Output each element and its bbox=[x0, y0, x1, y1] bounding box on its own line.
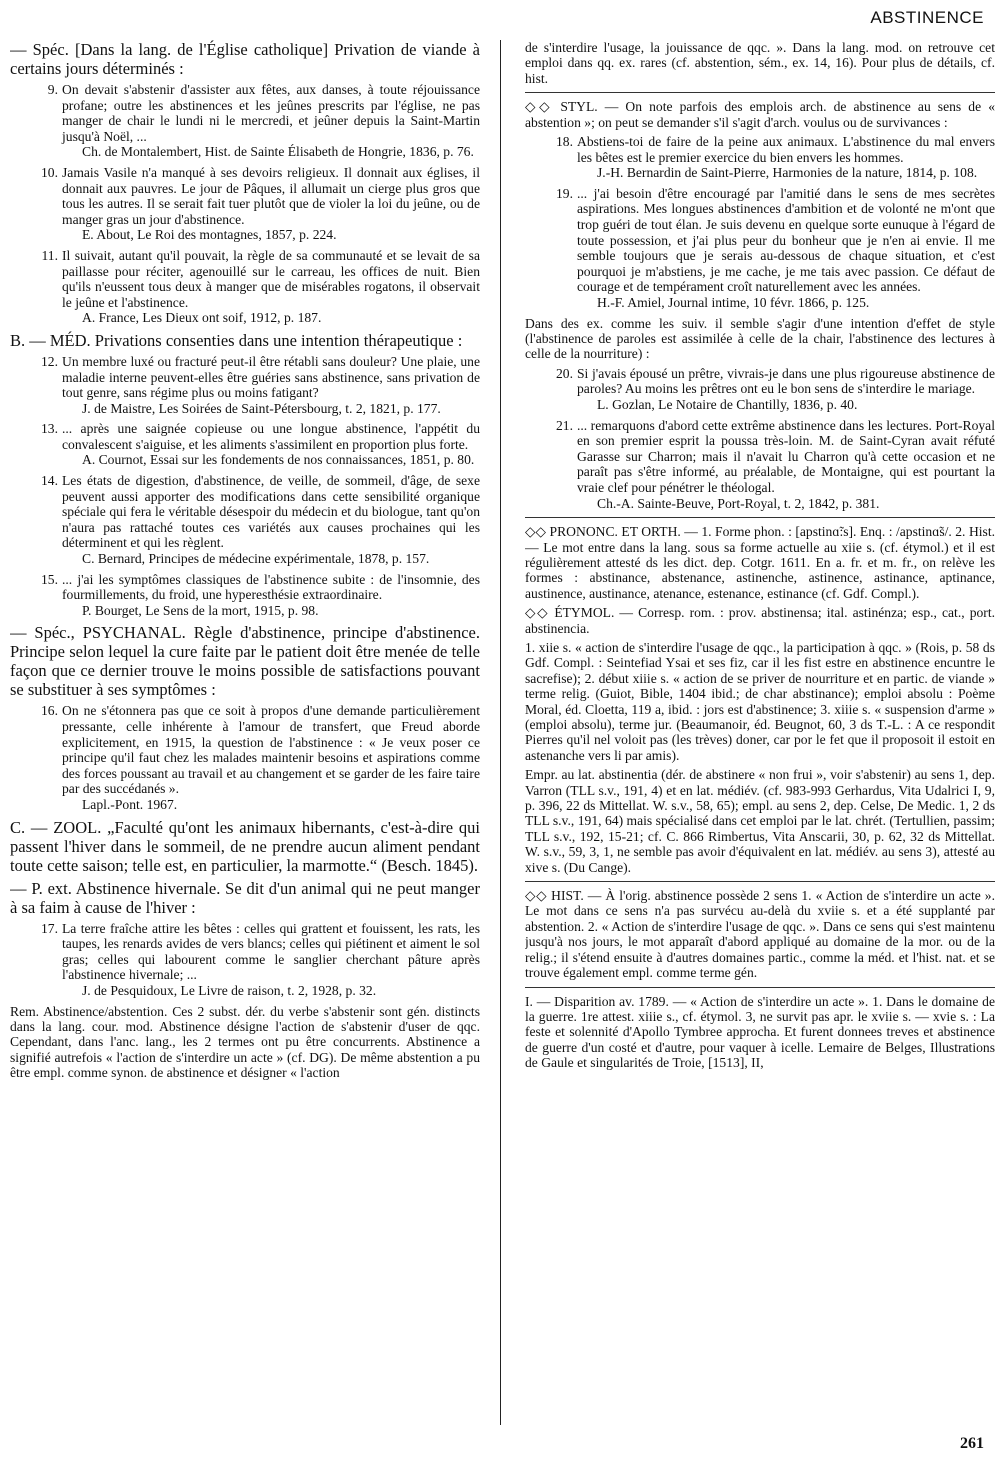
example-19: 19. ... j'ai besoin d'être encouragé par l'amitié dans le sens de mes secrètes aspirations. Mes longues abstinences d'ambition et de volonté ne m'ont que trop guéri de tout élan. Je suis devenu en quelque sorte eunuque à l'égard de toute possession, et j'ai plus peur du bonheur que je n'en ai envie. Il me semble toujours que je serais au-dessous de chaque situation, et c'est pourquoi je m'abstiens, je me cache, je me tais avec passion. Ce défaut de courage et de tempérament croît naturellement avec les années. H.-F. Amiel, Journal intime, 10 févr. 1866, p. 125. bbox=[556, 185, 995, 310]
etymol-empr: Empr. au lat. abstinentia (dér. de abstinere « non frui », voir s'abstenir) au sens 1, dep. Varron (TLL s.v., 191, 4) et en lat. médiév. (cf. 983-993 Gerhardus, Vita Udalrici I, 9, p. 396, 22 ds Mittellat. W. s.v., 58, 65); empl. au sens 2, dep. Celse, De Medic. 1, 2 ds TLL s.v., 191, 64) mais spécialisé dans cet emploi par le lat. chrét. (Tertullien, passim; TLL s.v., 192, 15-21; cf. C. 866 Rimbertus, Vita Anscarii, 30, p. 62, 32 ds Mittellat. W. s.v., 59, 3, 1, ne semble pas avoir d'équivalent en lat. médiév. au sens 3), attesté au xive s. (Du Cange). bbox=[525, 767, 995, 875]
divider bbox=[525, 92, 995, 93]
divider bbox=[525, 881, 995, 882]
example-12: 12. Un membre luxé ou fracturé peut-il être rétabli sans douleur? Une plaie, une maladie interne peuvent-elles être guéries sans abstinence, sans privation de tout genre, sans régime plus ou moins fatigant? J. de Maistre, Les Soirées de Saint-Pétersbourg, t. 2, 1821, p. 177. bbox=[41, 353, 480, 416]
hist-section: ◇◇ HIST. — À l'orig. abstinence possède 2 sens 1. « Action de s'interdire un acte ». Le mot dans ce sens n'a pas survécu au-delà du xviie s. et a été supplanté par abstention. 2. « Action de s'interdire l'usage de qqc. ». Dans ce sens qui s'est maintenu jusqu'à nos jours, le mot apparaît d'abord appliqué au domaine de la mor. ou de la relig.; il s'étend ensuite à d'autres domaines partic., comme la méd. et l'hist. nat. et se trouve également empl. comme terme gén. bbox=[525, 888, 995, 981]
right-column bbox=[525, 40, 995, 1412]
example-15: 15. ... j'ai les symptômes classiques de l'abstinence subite : de l'insomnie, des fourmillements, du froid, une hyperesthésie extraordinaire. P. Bourget, Le Sens de la mort, 1915, p. 98. bbox=[41, 571, 480, 618]
divider bbox=[525, 517, 995, 518]
divider bbox=[525, 987, 995, 988]
spec-catholique: — Spéc. [Dans la lang. de l'Église catholique] Privation de viande à certains jours déterminés : bbox=[10, 40, 480, 78]
etymol-senses: 1. xiie s. « action de s'interdire l'usage de qqc., la participation à qqc. » (Rois, p. 58 ds Gdf. Compl. : Seintefiad Ysai et ses fiz, car il les fist estre en abstinence encuntre le sacrefise); 2. début xiiie s. « action de se priver de nourriture et en partic. de viande » terme relig. (Guiot, Bible, 1404 ibid.; de char abstinance); emploi absolu : Poème Moral, éd. Cloetta, 119 a, ibid. : jors est d'abstinence; 3. xiiie s. « suspension d'arme » (emploi absolu), terme jur. (Beaumanoir, éd. Beugnot, 60, 3 ds T.-L. : A ce respondit Pierres qu'il nel voloit pas (les trèves) doner, car por le fet que il proposoit il estoit en astenanche vers li par amis). bbox=[525, 639, 995, 763]
example-16: 16. On ne s'étonnera pas que ce soit à propos d'une demande particulièrement pressante, celle inhérente à l'amour de transfert, que Freud aborde explicitement, en 1915, la question de l'abstinence : « Je veux poser ce principe qu'il faut chez les malades maintenir besoins et aspirations comme des forces poussant au travail et au changement et se garder de les faire taire par des succédanés ». Lapl.-Pont. 1967. bbox=[41, 703, 480, 812]
dans-ex: Dans des ex. comme les suiv. il semble s'agir d'une intention d'effet de style (l'abstinence de paroles est assimilée à celle de la chair, l'abstinence des lectures à celle de la nourriture) : bbox=[525, 315, 995, 362]
section-c: C. — ZOOL. „Faculté qu'ont les animaux hibernants, c'est-à-dire qui passent l'hiver dans le sommeil, de ne prendre aucun aliment pendant toute cette saison; telle est, en particulier, la marmotte.“ (Besch. 1845). bbox=[10, 817, 480, 875]
remark-continued: de s'interdire l'usage, la jouissance de qqc. ». Dans la lang. mod. on retrouve cet emploi dans qq. ex. rares (cf. abstention, sém., ex. 14, 16). Pour plus de détails, cf. hist. bbox=[525, 40, 995, 86]
section-b: B. — MÉD. Privations consenties dans une intention thérapeutique : bbox=[10, 330, 463, 350]
column-rule bbox=[500, 40, 501, 1425]
disparition-section: I. — Disparition av. 1789. — « Action de s'interdire un acte ». 1. Dans le domaine de la guerre. 1re attest. xiiie s., cf. étymol. 3, ne survit pas apr. le xviie s. — xvie s. : La feste et solennité d'Apollo Tymbree approcha. Et furent donnees treves et abstinence de guerre d'un costé et d'autre, pour vaquer à icelle. Lemaire de Belges, Illustrations de Gaule et singularités de Troie, [1513], II, bbox=[525, 993, 995, 1071]
example-11: 11. Il suivait, autant qu'il pouvait, la règle de sa communauté et se levait de sa paillasse pour réciter, agenouillé sur le carreau, les offices de nuit. Bien qu'ils n'eussent tous deux à manger que de misérables rogatons, il observait le jeûne et l'abstinence. A. France, Les Dieux ont soif, 1912, p. 187. bbox=[41, 247, 480, 326]
example-13: 13. ... après une saignée copieuse ou une longue abstinence, l'appétit du convalescent s'aiguise, et les aliments s'assimilent en proportion plus forte. A. Cournot, Essai sur les fondements de nos connaissances, 1851, p. 80. bbox=[41, 421, 480, 468]
example-21: 21. ... remarquons d'abord cette extrême abstinence dans les lectures. Port-Royal en son premier esprit la poussa très-loin. M. de Saint-Cyran avait réfuté Garasse sur Charron; mais il n'avait lu Charron qu'à cette occasion et ne paraît pas s'être informé, au préalable, de Montaigne, qui est pourtant la vraie clef pour pénétrer le théologal. Ch.-A. Sainte-Beuve, Port-Royal, t. 2, 1842, p. 381. bbox=[556, 417, 995, 511]
example-9: 9. On devait s'abstenir d'assister aux fêtes, aux danses, à toute réjouissance profane; outre les abstinences et les jeûnes prescrits par l'église, ne pas manger de chair le lundi ni le mercredi, et jeûner depuis la Saint-Martin jusqu'à Noël, ... Ch. de Montalembert, Hist. de Sainte Élisabeth de Hongrie, 1836, p. 76. bbox=[47, 82, 480, 160]
styl-section: ◇◇ STYL. — On note parfois des emplois arch. de abstinence au sens de « abstention »; on peut se demander s'il s'agit d'arch. voulus ou de survivances : bbox=[525, 99, 995, 130]
left-column bbox=[10, 40, 480, 1440]
example-18: 18. Abstiens-toi de faire de la peine aux animaux. L'abstinence du mal envers les bêtes est le premier exercice du bien envers les hommes. J.-H. Bernardin de Saint-Pierre, Harmonies de la nature, 1814, p. 108. bbox=[556, 134, 995, 181]
p-ext: — P. ext. Abstinence hivernale. Se dit d'un animal qui ne peut manger à sa faim à cause de l'hiver : bbox=[10, 878, 480, 917]
example-10: 10. Jamais Vasile n'a manqué à ses devoirs religieux. Il donnait aux églises, il donnait aux pauvres. Le jour de Pâques, il allumait un cierge plus gros que tous les autres. Il se serait fait tuer plutôt que de violer la loi du jeûne, ou de manger gras un jour d'abstinence. E. About, Le Roi des montagnes, 1857, p. 224. bbox=[41, 164, 480, 243]
example-20: 20. Si j'avais épousé un prêtre, vivrais-je dans une plus rigoureuse abstinence de paroles? Au moins les prêtres ont eu le bon sens de s'interdire le mariage. L. Gozlan, Le Notaire de Chantilly, 1836, p. 40. bbox=[556, 365, 995, 412]
remark: Rem. Abstinence/abstention. Ces 2 subst. dér. du verbe s'abstenir sont gén. distincts dans la lang. cour. mod. Abstinence désigne l'action de s'abstenir d'user de qqc. Cependant, dans l'anc. lang., les 2 termes ont pu être concurrents. Abstinence a signifié autrefois « l'action de s'interdire un acte » (cf. DG). De même abstention a pu être empl. comme synon. de abstinence et désigner « l'action bbox=[10, 1003, 480, 1081]
etymol-section: ◇◇ ÉTYMOL. — Corresp. rom. : prov. abstinensa; ital. astinénza; esp., cat., port. abstinencia. bbox=[525, 605, 995, 636]
prononc-section: ◇◇ PRONONC. ET ORTH. — 1. Forme phon. : [apstinɑ̃:s]. Enq. : /apstinɑ̃s/. 2. Hist. — Le mot entre dans la lang. sous sa forme actuelle au xiie s. (cf. étymol.) et il est régulièrement attesté ds les dict. dep. Cotgr. 1611. En a. fr. et m. fr., on relève les formes : abstinance, abstenance, astinenche, astinence, astinance, aptinance, austinence, austinance, atenance, estenance, estinance (cf. Gdf. Compl.). bbox=[525, 524, 995, 601]
example-14: 14. Les états de digestion, d'abstinence, de veille, de sommeil, d'âge, de sexe peuvent aussi apporter des modifications dans cette sensibilité organique spéciale qui fera le véritable désespoir du médecin et du biologue, tant qu'on n'aura pas rattaché toutes ces variétés aux causes prochaines qui les déterminent et qui les règlent. C. Bernard, Principes de médecine expérimentale, 1878, p. 157. bbox=[41, 473, 480, 567]
example-17: 17. La terre fraîche attire les bêtes : celles qui grattent et fouissent, les rats, les taupes, les renards avides de vers blancs; celles qui piétinent et aiment le sol gras; celles qui labourent comme le sanglier cherchant pâture après l'abstinence hivernale; ... J. de Pesquidoux, Le Livre de raison, t. 2, 1928, p. 32. bbox=[41, 920, 480, 998]
spec-psychanal: — Spéc., PSYCHANAL. Règle d'abstinence, principe d'abstinence. Principe selon lequel la cure faite par le patient doit être menée de telle façon que ce dernier trouve le moins possible de satisfactions pouvant se substituer à ses symptômes : bbox=[10, 623, 480, 700]
page-number: 261 bbox=[960, 1435, 984, 1452]
page-header-word: ABSTINENCE bbox=[870, 8, 984, 27]
